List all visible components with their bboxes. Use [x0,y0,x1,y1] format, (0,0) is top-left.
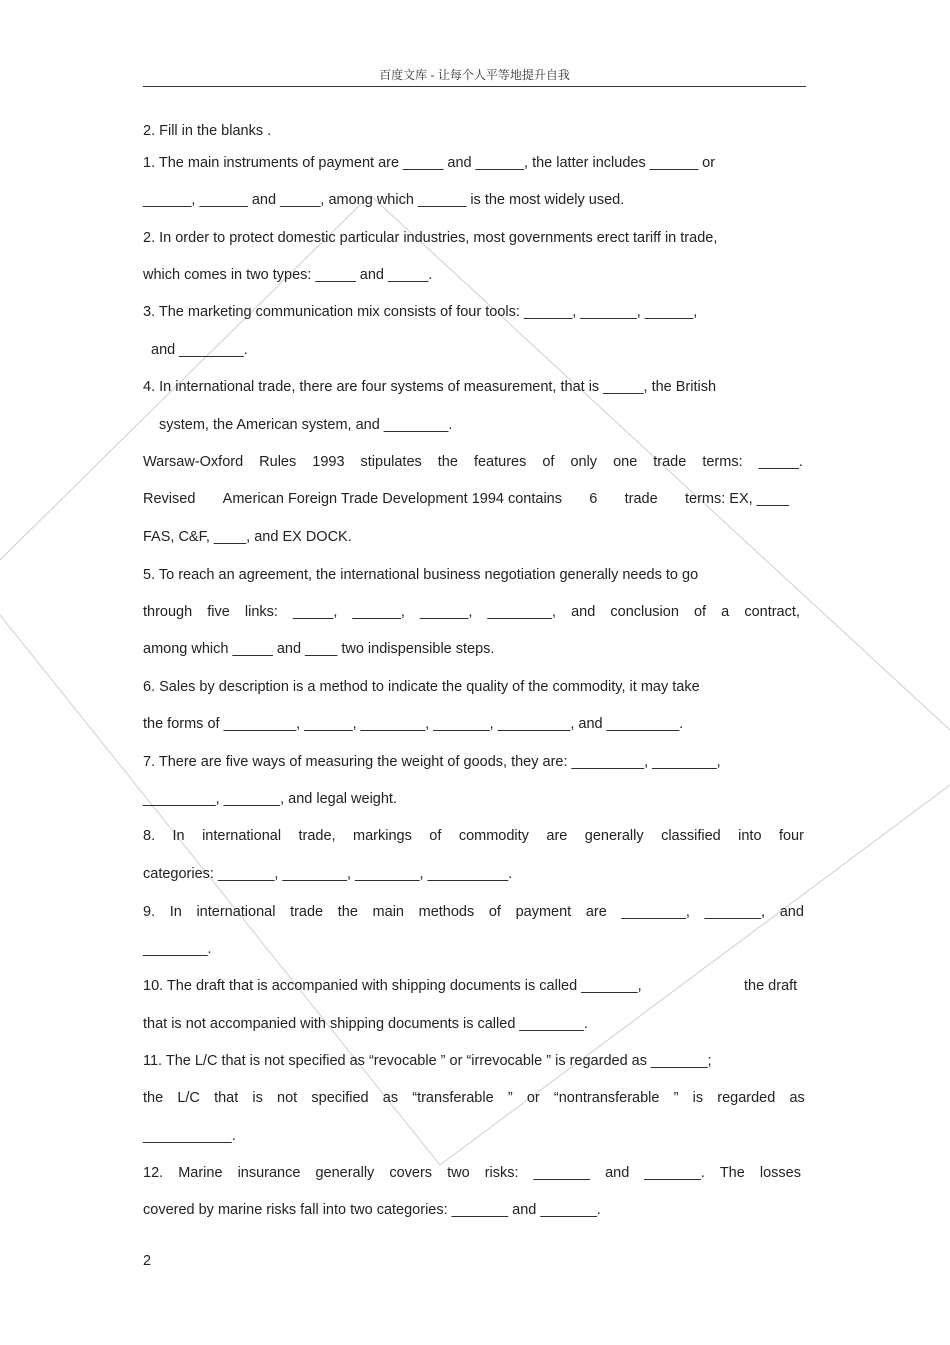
justified-word: the [337,904,358,920]
justified-word: ______, [419,604,473,620]
justified-word: and [571,604,596,620]
justified-word: “transferable [412,1090,494,1106]
justified-word: ______, [352,604,405,620]
justified-word: or [526,1090,540,1106]
justified-word: Marine [178,1165,223,1181]
justified-word: ________, [487,604,557,620]
justified-word: generally [315,1165,375,1181]
question-10-line-1-left: 10. The draft that is accompanied with shipping documents is called _______, [143,978,642,994]
justified-word: stipulates [360,454,422,470]
justified-word: terms: [702,454,743,470]
question-4-line-3 [143,453,803,471]
justified-word: of [488,904,501,920]
justified-word: ________, [621,904,690,920]
question-4-line-4 [143,490,789,508]
justified-word: four [778,828,804,844]
justified-word: the [437,454,458,470]
justified-word: covers [389,1165,433,1181]
justified-word: _______, [704,904,766,920]
question-8-line-1 [143,827,804,845]
justified-word: trade, [298,828,336,844]
section-title: 2. Fill in the blanks . [143,123,272,139]
justified-word: Revised [143,491,196,507]
question-9-line-1 [143,903,804,921]
justified-word: 6 [589,491,598,507]
justified-word: main [372,904,404,920]
justified-word: Warsaw-Oxford [143,454,244,470]
justified-word: as [789,1090,805,1106]
justified-word: one [613,454,638,470]
justified-word: classified [661,828,721,844]
justified-word: international [196,904,276,920]
justified-word: markings [353,828,412,844]
question-1-line-1: 1. The main instruments of payment are _____ and ______, the latter includes ______ or [143,155,716,171]
justified-word: In [172,828,185,844]
question-2-line-1: 2. In order to protect domestic particular industries, most governments erect tariff in trade, [143,230,718,246]
justified-word: terms: EX, ____ [684,491,789,507]
justified-word: conclusion [610,604,679,620]
question-3-line-2: and ________. [151,342,248,358]
justified-word: trade [290,904,324,920]
justified-word: international [202,828,282,844]
justified-word: commodity [458,828,529,844]
justified-word: _____. [758,454,803,470]
question-10-line-1-right: the draft [744,978,798,994]
justified-word: _______. [644,1165,705,1181]
page-number: 2 [143,1253,152,1269]
question-6-line-1: 6. Sales by description is a method to indicate the quality of the commodity, it may take [143,679,700,695]
justified-word: are [585,904,607,920]
question-11-line-1: 11. The L/C that is not specified as “revocable ” or “irrevocable ” is regarded as _______; [143,1053,712,1069]
justified-word: specified [311,1090,369,1106]
justified-word: of [429,828,442,844]
justified-word: “nontransferable [553,1090,660,1106]
justified-word: two [447,1165,470,1181]
justified-word: regarded [717,1090,776,1106]
question-11-line-2 [143,1089,805,1107]
justified-word: L/C [177,1090,200,1106]
justified-word: only [570,454,598,470]
justified-word: are [546,828,568,844]
justified-word: five [207,604,230,620]
justified-word: features [473,454,527,470]
justified-word: of [693,604,707,620]
question-1-line-2: ______, ______ and _____, among which ______ is the most widely used. [143,192,625,208]
justified-word: ” [507,1090,513,1106]
justified-word: generally [584,828,644,844]
justified-word: 8. [143,828,156,844]
justified-word: is [252,1090,263,1106]
justified-word: ” [673,1090,679,1106]
justified-word: _____, [293,604,338,620]
question-7-line-1: 7. There are five ways of measuring the weight of goods, they are: _________, ________, [143,754,721,770]
justified-word: The [719,1165,745,1181]
justified-word: is [692,1090,704,1106]
justified-word: risks: [484,1165,519,1181]
question-9-line-2: ________. [143,941,212,957]
page-header: 百度文库 - 让每个人平等地提升自我 [143,66,806,87]
justified-word: 9. [143,904,156,920]
question-4-line-2: system, the American system, and ________. [159,417,453,433]
question-5-line-1: 5. To reach an agreement, the international business negotiation generally needs to go [143,567,699,583]
justified-word: trade [653,454,687,470]
justified-word: trade [624,491,658,507]
justified-word: insurance [237,1165,301,1181]
justified-word: links: [244,604,278,620]
justified-word: payment [515,904,572,920]
question-4-line-5: FAS, C&F, ____, and EX DOCK. [143,529,352,545]
justified-word: the [143,1090,164,1106]
justified-word: 12. [143,1165,164,1181]
justified-word: 1993 [312,454,345,470]
justified-word: that [214,1090,239,1106]
justified-word: into [738,828,762,844]
justified-word: methods [418,904,475,920]
question-12-line-2: covered by marine risks fall into two categories: _______ and _______. [143,1202,601,1218]
question-11-line-3: ___________. [143,1128,236,1144]
question-7-line-2: _________, _______, and legal weight. [143,791,397,807]
justified-word: through [143,604,193,620]
justified-word: a [721,604,730,620]
justified-word: and [605,1165,630,1181]
question-4-line-1: 4. In international trade, there are four systems of measurement, that is _____, the British [143,379,717,395]
justified-word: _______ [533,1165,591,1181]
justified-word: contract, [744,604,800,620]
question-5-line-3: among which _____ and ____ two indispensible steps. [143,641,495,657]
justified-word: and [779,904,804,920]
justified-word: of [542,454,555,470]
question-6-line-2: the forms of _________, ______, ________, _______, _________, and _________. [143,716,684,732]
question-2-line-2: which comes in two types: _____ and _____. [143,267,433,283]
justified-word: American Foreign Trade Development 1994 contains [222,491,562,507]
question-5-line-2 [143,603,800,621]
justified-word: not [277,1090,298,1106]
question-8-line-2: categories: _______, ________, ________, __________. [143,866,513,882]
justified-word: as [382,1090,399,1106]
question-12-line-1 [143,1164,801,1182]
question-10-line-2: that is not accompanied with shipping documents is called ________. [143,1016,588,1032]
justified-word: Rules [259,454,297,470]
justified-word: losses [759,1165,801,1181]
question-3-line-1: 3. The marketing communication mix consists of four tools: ______, _______, ______, [143,304,698,320]
justified-word: In [169,904,182,920]
